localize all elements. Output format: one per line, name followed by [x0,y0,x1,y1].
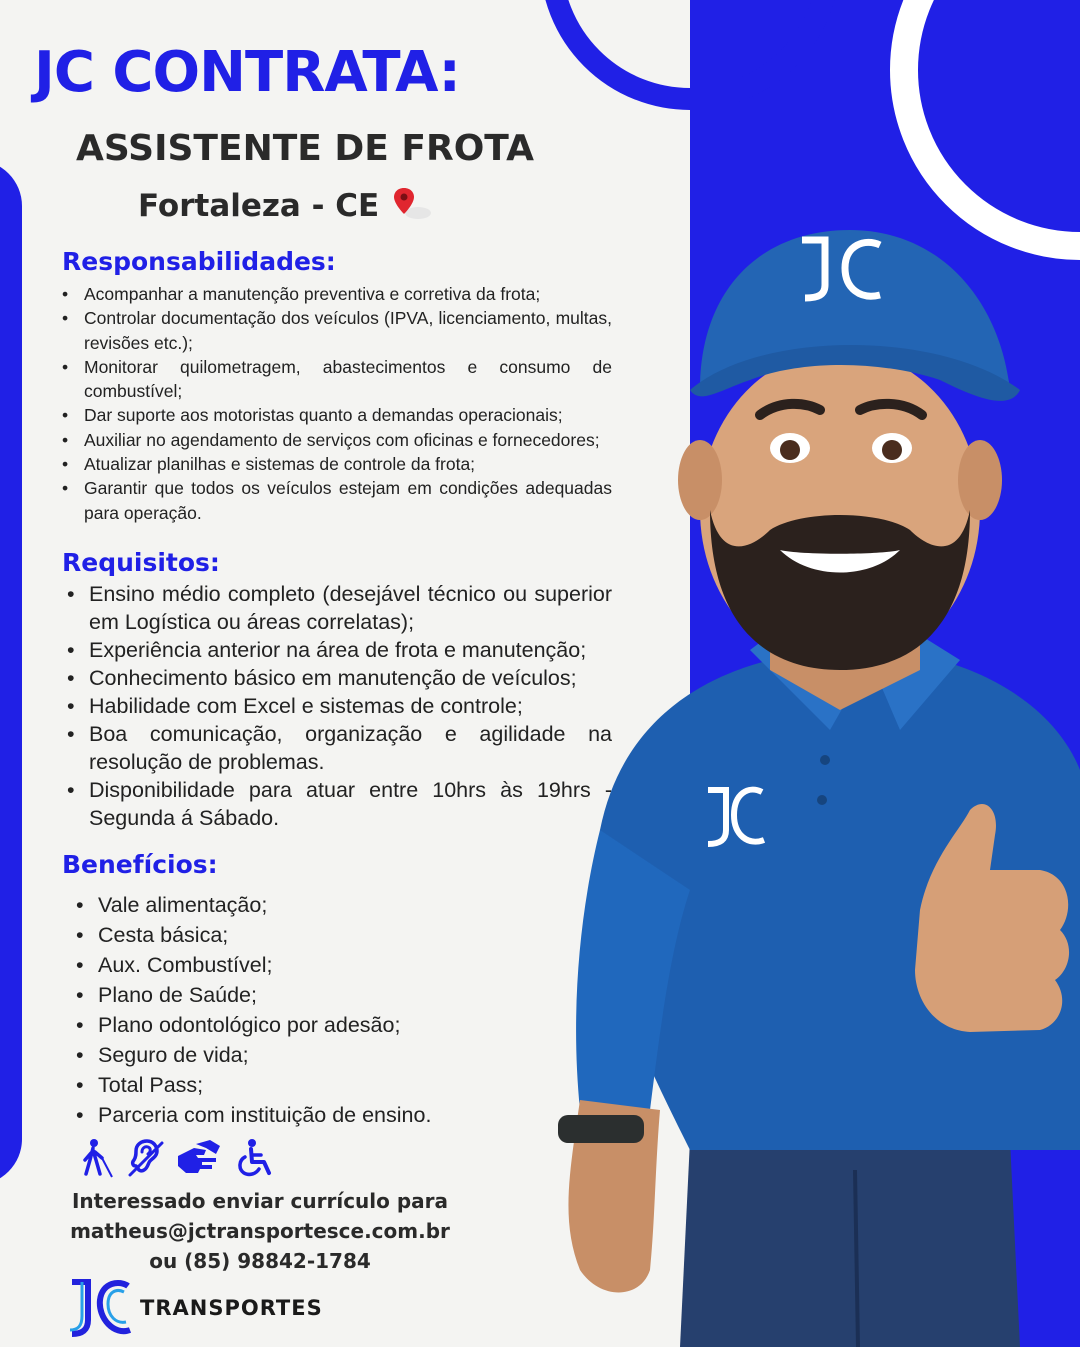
list-item: • Acompanhar a manutenção preventiva e corretiva da frota; [84,282,612,306]
responsibilities-list [84,282,612,525]
decorative-left-bar [0,160,22,1185]
list-item: • Dar suporte aos motoristas quanto a demandas operacionais; [84,403,612,427]
requirements-title: Requisitos: [62,548,220,577]
wheelchair-icon [234,1138,274,1178]
company-logo [68,1276,338,1340]
headline: JC CONTRATA: [34,40,460,105]
list-item: • Monitorar quilometragem, abastecimentos e consumo de combustível; [84,355,612,404]
list-item: • Atualizar planilhas e sistemas de controle da frota; [84,452,612,476]
logo-wordmark: TRANSPORTES [140,1296,323,1320]
list-item: • Experiência anterior na área de frota e manutenção; [89,636,612,664]
list-item: • Vale alimentação; [98,890,568,920]
list-item: • Auxiliar no agendamento de serviços com oficinas e fornecedores; [84,428,612,452]
location-pin-icon [392,186,432,222]
accessibility-icons [80,1138,274,1178]
contact-email[interactable]: matheus@jctransportesce.com.br [70,1219,450,1243]
benefits-list [98,890,568,1130]
list-item: • Disponibilidade para atuar entre 10hrs às 19hrs - Segunda á Sábado. [89,776,612,832]
requirements-list [89,580,612,832]
list-item: • Garantir que todos os veículos estejam em condições adequadas para operação. [84,476,612,525]
list-item: • Plano de Saúde; [98,980,568,1010]
list-item: • Seguro de vida; [98,1040,568,1070]
list-item: • Total Pass; [98,1070,568,1100]
hearing-impaired-icon [126,1138,166,1178]
job-location: Fortaleza - CE [138,188,380,224]
jc-logo-icon [68,1276,134,1340]
contact-block [60,1186,460,1276]
list-item: • Boa comunicação, organização e agilidade na resolução de problemas. [89,720,612,776]
contact-phone[interactable]: ou (85) 98842-1784 [149,1249,371,1273]
contact-instruction: Interessado enviar currículo para [71,1189,449,1213]
benefits-title: Benefícios: [62,850,218,879]
list-item: • Conhecimento básico em manutenção de veículos; [89,664,612,692]
mascot-illustration [540,210,1080,1347]
sign-language-icon [176,1138,224,1178]
list-item: • Controlar documentação dos veículos (IPVA, licenciamento, multas, revisões etc.); [84,306,612,355]
list-item: • Aux. Combustível; [98,950,568,980]
responsibilities-title: Responsabilidades: [62,247,336,276]
list-item: • Ensino médio completo (desejável técnico ou superior em Logística ou áreas correlatas); [89,580,612,636]
list-item: • Parceria com instituição de ensino. [98,1100,568,1130]
blind-person-icon [80,1138,116,1178]
job-title: ASSISTENTE DE FROTA [76,128,534,169]
list-item: • Habilidade com Excel e sistemas de controle; [89,692,612,720]
list-item: • Cesta básica; [98,920,568,950]
list-item: • Plano odontológico por adesão; [98,1010,568,1040]
